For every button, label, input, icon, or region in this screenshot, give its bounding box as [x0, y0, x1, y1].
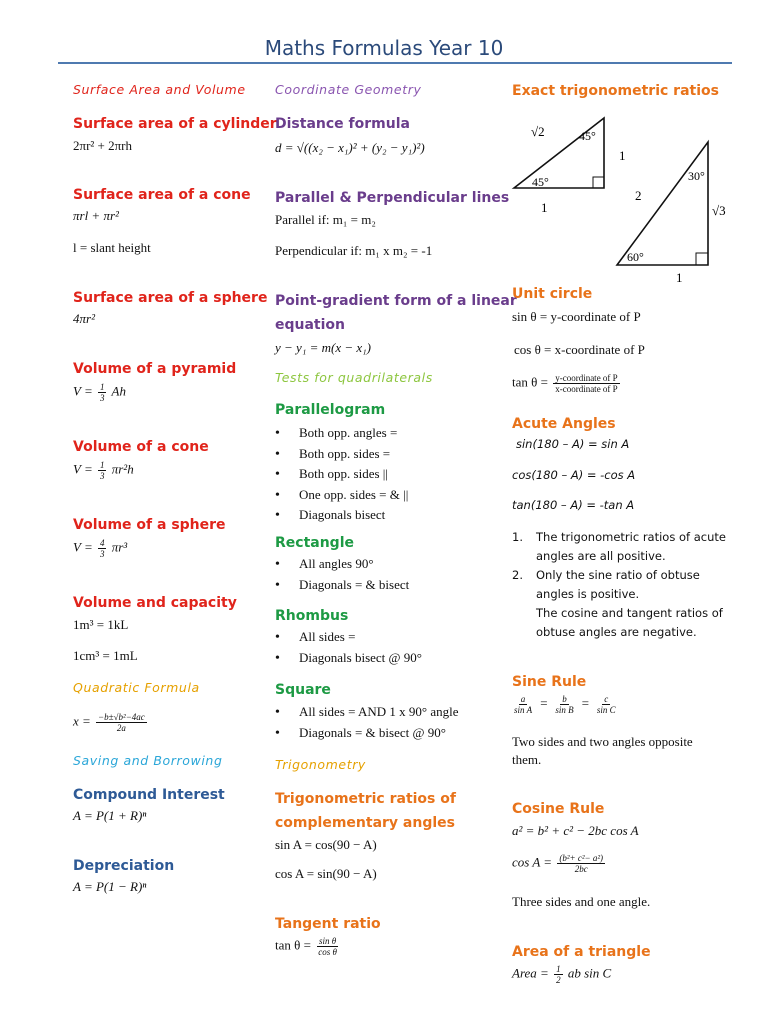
heading-parallelogram: Parallelogram [275, 402, 386, 418]
list-item: 2. Only the sine ratio of obtuse angles is positive. The cosine and tangent ratios of obtuse angles are negative. [512, 568, 723, 639]
perpendicular-rule: Perpendicular if: m₁ x m₂ = -1 [275, 243, 433, 258]
note-slant-height: l = slant height [73, 240, 151, 255]
heading-cylinder: Surface area of a cylinder [73, 116, 277, 132]
exact-triangles-diagram [500, 100, 740, 290]
heading-acute-angles: Acute Angles [512, 416, 616, 432]
sine-rule-text-1: Two sides and two angles opposite [512, 734, 693, 749]
formula-complementary-2: cos A = sin(90 − A) [275, 866, 377, 881]
acute-sin: sin(180 – A) = sin A [516, 437, 630, 451]
heading-sine-rule: Sine Rule [512, 674, 587, 690]
formula-cosine-angle: cos A = $\frac{\text{(b²+ c²− a²)}}{2bc}$ [512, 853, 604, 874]
formula-compound: A = P(1 + R)ⁿ [73, 808, 147, 823]
tri1-angle-top: 45° [579, 129, 596, 143]
tri1-side-bottom: 1 [541, 200, 548, 215]
tri2-side-right: √3 [712, 203, 726, 218]
formula-sphere-area: 4πr² [73, 311, 95, 326]
list-item: • One opp. sides = & || [275, 485, 408, 506]
list-item: • Diagonals bisect [275, 505, 408, 526]
triangle-45 [514, 118, 626, 215]
list-item: • All sides = [275, 627, 422, 648]
section-quadrilaterals: Tests for quadrilaterals [275, 370, 433, 385]
heading-pyramid: Volume of a pyramid [73, 361, 237, 377]
page-title: Maths Formulas Year 10 [264, 36, 504, 60]
heading-complementary-2: complementary angles [275, 815, 455, 831]
formula-cylinder: 2πr² + 2πrh [73, 138, 133, 153]
formula-cone-volume: V = $\frac{1}{3}$ πr²h [73, 460, 134, 481]
unit-circle-sin: sin θ = y-coordinate of P [512, 309, 641, 324]
section-surface-volume: Surface Area and Volume [73, 82, 246, 97]
heading-sphere-area: Surface area of a sphere [73, 290, 268, 306]
tri1-hyp-label: √2 [531, 124, 545, 139]
tri2-angle-top: 30° [688, 169, 705, 183]
list-item: • Diagonals = & bisect @ 90° [275, 723, 459, 744]
list-item: • Both opp. sides || [275, 464, 408, 485]
list-item: • Both opp. sides = [275, 444, 408, 465]
parallel-rule: Parallel if: m₁ = m₂ [275, 212, 376, 227]
formula-depreciation: A = P(1 − R)ⁿ [73, 879, 147, 894]
formula-cone-area: πrl + πr² [73, 208, 119, 223]
trig-notes-list [512, 528, 726, 642]
formula-pyramid: V = $\frac{1}{3}$ Ah [73, 382, 126, 403]
cosine-rule-text: Three sides and one angle. [512, 894, 651, 909]
section-saving: Saving and Borrowing [73, 753, 223, 768]
heading-rhombus: Rhombus [275, 608, 349, 624]
list-square [275, 702, 459, 743]
heading-parallel: Parallel & Perpendicular lines [275, 190, 510, 206]
list-item: 1. The trigonometric ratios of acute angles are all positive. [512, 530, 726, 563]
heading-point-gradient-2: equation [275, 317, 346, 333]
heading-complementary-1: Trigonometric ratios of [275, 791, 456, 807]
heading-square: Square [275, 682, 331, 698]
list-item: • Diagonals bisect @ 90° [275, 648, 422, 669]
heading-exact-trig: Exact trigonometric ratios [512, 83, 719, 99]
list-rhombus [275, 627, 422, 668]
list-item: • Diagonals = & bisect [275, 575, 409, 596]
capacity-2: 1cm³ = 1mL [73, 648, 138, 663]
heading-rectangle: Rectangle [275, 535, 354, 551]
heading-cosine-rule: Cosine Rule [512, 801, 605, 817]
formula-sphere-volume: V = $\frac{4}{3}$ πr³ [73, 538, 128, 559]
title-rule [58, 62, 732, 64]
section-trigonometry: Trigonometry [275, 757, 366, 772]
heading-cone-area: Surface area of a cone [73, 187, 251, 203]
tri1-side-right: 1 [619, 148, 626, 163]
tri1-angle-bottom: 45° [532, 175, 549, 189]
list-item: • All angles 90° [275, 554, 409, 575]
heading-depreciation: Depreciation [73, 858, 175, 874]
section-coordinate: Coordinate Geometry [275, 82, 422, 97]
heading-distance: Distance formula [275, 116, 410, 132]
capacity-1: 1m³ = 1kL [73, 617, 129, 632]
heading-sphere-volume: Volume of a sphere [73, 517, 226, 533]
formula-sine-rule: $\frac{a}{\text{sin A}}$ = $\frac{b}{\text{sin B}}$ = $\frac{c}{\text{sin C}}$ [514, 694, 616, 715]
heading-compound: Compound Interest [73, 787, 225, 803]
sine-rule-text-2: them. [512, 752, 542, 767]
acute-cos: cos(180 – A) = -cos A [512, 468, 636, 482]
heading-tangent: Tangent ratio [275, 916, 381, 932]
tri2-hyp-label: 2 [635, 188, 642, 203]
formula-cosine-rule: a² = b² + c² − 2bc cos A [512, 823, 639, 838]
triangle-30-60 [617, 142, 726, 285]
heading-point-gradient-1: Point-gradient form of a linear [275, 293, 517, 309]
list-rectangle [275, 554, 409, 595]
formula-area-triangle: Area = $\frac{1}{2}$ ab sin C [512, 964, 612, 985]
formula-point-gradient: y − y₁ = m(x − x₁) [275, 340, 371, 355]
tri2-angle-bottom: 60° [627, 250, 644, 264]
list-item: • All sides = AND 1 x 90° angle [275, 702, 459, 723]
heading-cone-volume: Volume of a cone [73, 439, 209, 455]
heading-unit-circle: Unit circle [512, 286, 593, 302]
tri2-side-bottom: 1 [676, 270, 683, 285]
section-quadratic: Quadratic Formula [73, 680, 200, 695]
formula-complementary-1: sin A = cos(90 − A) [275, 837, 377, 852]
acute-tan: tan(180 – A) = -tan A [512, 498, 635, 512]
unit-circle-cos: cos θ = x-coordinate of P [514, 342, 645, 357]
list-item: • Both opp. angles = [275, 423, 408, 444]
list-parallelogram [275, 423, 408, 526]
formula-quadratic: x = $\frac{\text{−b±√b²−4ac}}{2a}$ [73, 712, 145, 733]
heading-capacity: Volume and capacity [73, 595, 237, 611]
formula-tangent: tan θ = $\frac{\text{sin θ}}{\text{cos θ}}$ [275, 936, 337, 957]
heading-area-triangle: Area of a triangle [512, 944, 651, 960]
unit-circle-tan: tan θ = $\frac{\text{y-coordinate of P}}{\text{x-coordinate of P}}$ [512, 373, 618, 394]
formula-distance: d = √((x₂ − x₁)² + (y₂ − y₁)²) [275, 140, 425, 155]
